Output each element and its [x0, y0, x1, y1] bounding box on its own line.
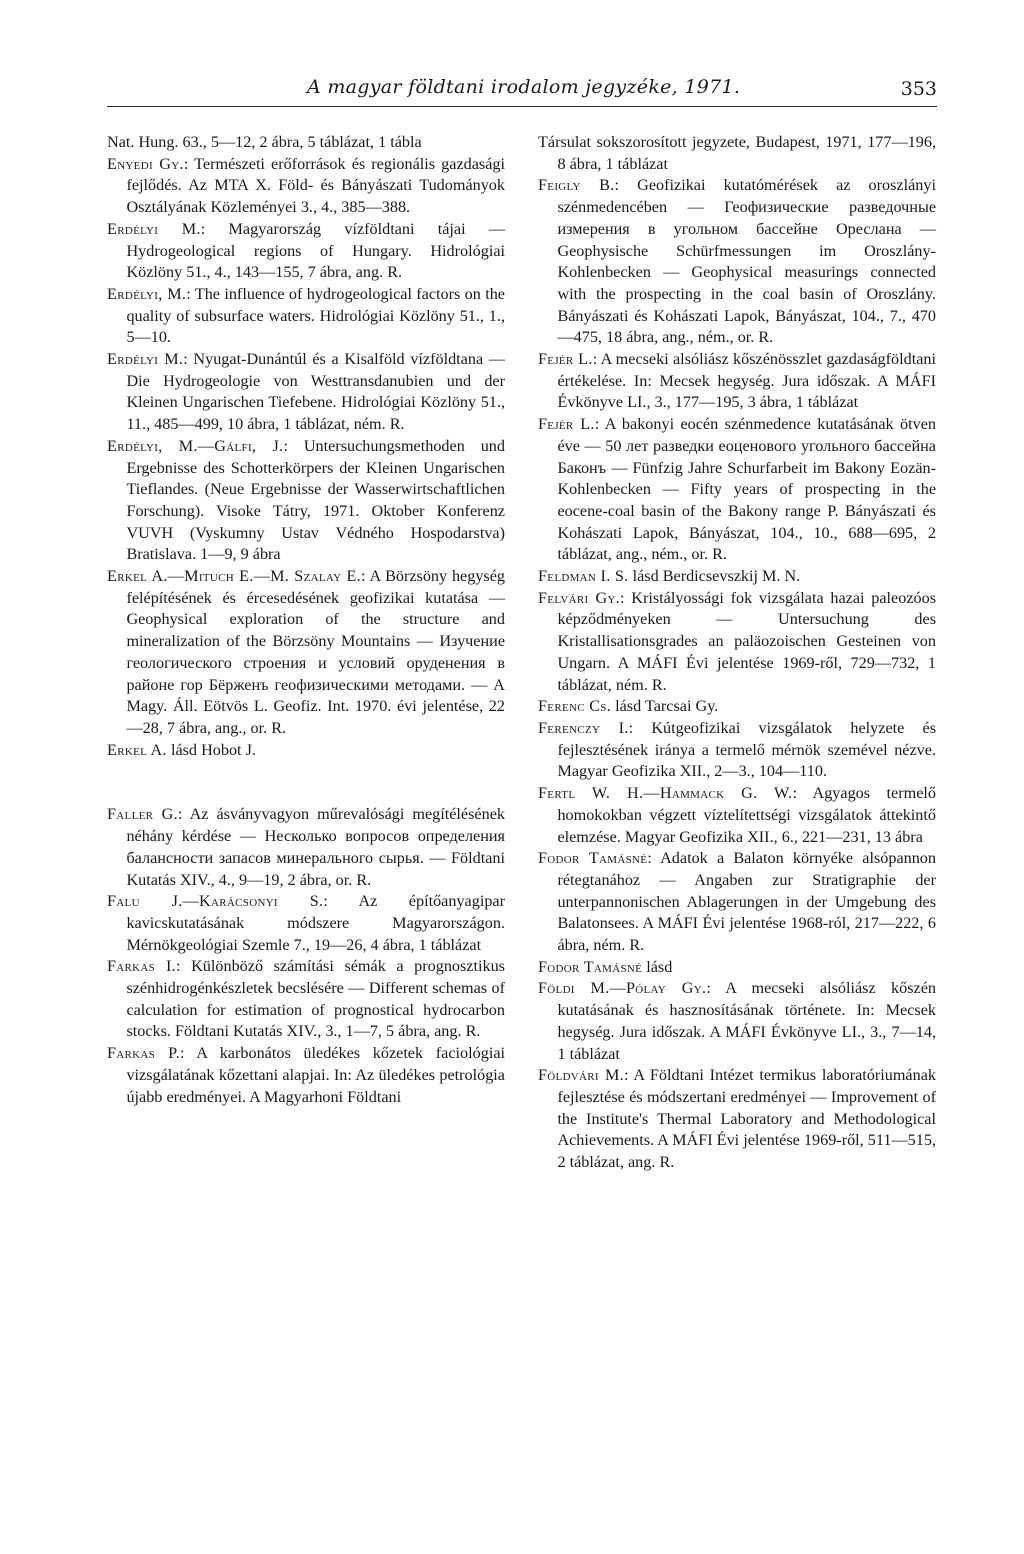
entry-text: : A Földtani Intézet termikus laboratóriumának fejlesztése és módszertani eredményei — Improvement of the Institute's Thermal Laboratory and Methodological Achievements. A MÁFI Évi jelentése 1969-ről, 511—515, 2 táblázat, ang. R.: [557, 1066, 936, 1172]
bibliography-entry: [107, 154, 505, 219]
entry-author: Faller G.: [107, 805, 178, 824]
entry-text: : A mecseki alsóliász kőszén kutatásának és hasznosításának története. In: Mecsek hegység. Jura időszak. A MÁFI Évkönyve LI., 3., 7—14, 1 táblázat: [557, 979, 936, 1063]
bibliography-entry: [538, 978, 936, 1065]
entry-author: Ferenczy I.: [538, 718, 629, 737]
entry-author: Feldman I. S.: [538, 567, 629, 586]
entry-author: Enyedi Gy.: [107, 154, 184, 173]
bibliography-entry: [538, 349, 936, 414]
entry-text: : Untersuchungsmethoden und Ergebnisse des Schotterkörpers der Kleinen Ungarischen Tieflandes. (Neue Ergebnisse der Wasserwirtschaftlichen Forschung). Visoke Tátry, 1971. Oktober Konferenz VUVH (Vyskumny Ustav Védného Hospodarstva) Bratislava. 1—9, 9 ábra: [126, 436, 505, 564]
bibliography-entry: [538, 848, 936, 957]
entry-text: : A karbonátos üledékes kőzetek faciológiai vizsgálatának kőzettani alapjai. In: Az üledékes petrológia újabb eredményei. A Magyarhoni Földtani: [126, 1044, 505, 1106]
entry-text: : Nyugat-Dunántúl és a Kisalföld vízföldtana — Die Hydrogeologie von Westtransdanubien und der Kleinen Ungarischen Tiefebene. Hidrológiai Közlöny 51., 11., 485—499, 10 ábra, 1 táblázat, ném. R.: [126, 350, 505, 434]
entry-author: Fertl W. H.—Hammack G. W.: [538, 784, 793, 803]
entry-text: : Kristályossági fok vizsgálata hazai paleozóos képződményeken — Untersuchung des Kristallisationsgrades an paläozoischen Gesteinen von Ungarn. A MÁFI Évi jelentése 1969-ről, 729—732, 1 táblázat, ném. R.: [557, 588, 936, 694]
bibliography-entry: [107, 284, 505, 349]
entry-author: Falu J.—Karácsonyi S.: [107, 892, 324, 911]
bibliography-entry: [538, 718, 936, 783]
bibliography-entry: [107, 219, 505, 284]
entry-author: Fejér L.: [538, 415, 595, 434]
entry-author: Erkel A.: [107, 740, 167, 759]
bibliography-entry: [107, 132, 505, 154]
bibliography-entry: [538, 696, 936, 718]
entry-author: Felvári Gy.: [538, 588, 621, 607]
bibliography-entry: [538, 1065, 936, 1174]
left-column: [107, 132, 505, 1108]
entry-text: Nat. Hung. 63., 5—12, 2 ábra, 5 táblázat, 1 tábla: [107, 133, 422, 151]
entry-author: Farkas P.: [107, 1044, 180, 1063]
right-column: [538, 132, 936, 1174]
bibliography-entry: [538, 414, 936, 566]
page-number: 353: [900, 78, 937, 100]
entry-author: Földi M.—Pólay Gy.: [538, 979, 707, 998]
bibliography-entry: [107, 956, 505, 1043]
bibliography-entry: [538, 957, 936, 979]
entry-author: Ferenc Cs.: [538, 697, 612, 716]
entry-text: : A Börzsöny hegység felépítésének és ércesedésének geofizikai kutatása — Geophysical exploration of the structure and mineralization of the Börzsöny Mountains — Изучение геологического строения и условий оруденения в районе гор Бёрженъ геофизическими методами. — A Magy. Áll. Eötvös L. Geofiz. Int. 1970. évi jelentése, 22—28, 7 ábra, ang., or. R.: [126, 567, 505, 737]
entry-author: Fodor Tamásné: [538, 849, 648, 868]
bibliography-entry: [538, 566, 936, 588]
entry-text: : Az építőanyagipar kavicskutatásának módszere Magyarországon. Mérnökgeológiai Szemle 7., 19—26, 4 ábra, 1 táblázat: [126, 892, 505, 954]
entry-author: Fejér L.: [538, 350, 593, 369]
entry-text: : Természeti erőforrások és regionális gazdasági fejlődés. Az MTA X. Föld- és Bányászati Tudományok Osztályának Közleményei 3., 4., 385—388.: [126, 154, 505, 217]
entry-author: Erdélyi, M.: [107, 284, 187, 303]
entry-author: Erdélyi M.: [107, 219, 201, 238]
entry-text: : Az ásványvagyon műrevalósági megítélésének néhány kérdése — Несколько вопросов определения балансности запасов минерального сырья. — Földtani Kutatás XIV., 4., 9—19, 2 ábra, or. R.: [126, 805, 505, 889]
entry-text: : Kútgeofizikai vizsgálatok helyzete és fejlesztésének iránya a termelő mérnök szemével nézve. Magyar Geofizika XII., 2—3., 104—110.: [557, 718, 936, 781]
entry-author: Feigly B.: [538, 176, 615, 195]
journal-title: A magyar földtani irodalom jegyzéke, 1971.: [307, 76, 741, 98]
entry-text: Társulat sokszorosított jegyzete, Budapest, 1971, 177—196, 8 ábra, 1 táblázat: [538, 133, 936, 173]
bibliography-entry: [538, 783, 936, 848]
entry-text: lásd Berdicsevszkij M. N.: [628, 567, 801, 586]
entry-text: lásd Tarcsai Gy.: [611, 697, 719, 716]
entry-author: Erkel A.—Mituch E.—M. Szalay E.: [107, 567, 362, 586]
bibliography-entry: [538, 175, 936, 349]
bibliography-entry: [107, 436, 505, 566]
bibliography-entry: [107, 349, 505, 436]
entry-author: Erdélyi M.: [107, 350, 184, 369]
entry-text: : Agyagos termelő homokokban végzett víztelítettségi vizsgálatok áttekintő elemzése. Magyar Geofizika XII., 6., 221—231, 13 ábra: [557, 784, 936, 846]
entry-author: Földvári M.: [538, 1066, 624, 1085]
entry-author: Erdélyi, M.—Gálfi, J.: [107, 436, 284, 455]
entry-author: Fodor Tamásné: [538, 957, 643, 976]
bibliography-entry: [538, 132, 936, 175]
entry-text: : Geofizikai kutatómérések az oroszlányi szénmedencében — Геофизические разведочные измерения в угольном бассейне Ореслана — Geophysische Schürfmessungen im Oroszlány-Kohlenbecken — Geophysical measurings connected with the prospecting in the coal basin of Oroszlány. Bányászati és Kohászati Lapok, Bányászat, 104., 7., 470—475, 18 ábra, ang., ném., or. R.: [557, 176, 936, 347]
entry-text: : Különböző számítási sémák a prognosztikus szénhidrogénkészletek becslésére — Different schemas of calculation for estimation of prognostical hydrocarbon stocks. Földtani Kutatás XIV., 3., 1—7, 5 ábra, ang. R.: [126, 957, 505, 1041]
entry-author: Farkas I.: [107, 957, 177, 976]
entry-text: lásd: [642, 957, 673, 976]
bibliography-entry: [107, 740, 505, 762]
entry-text: : The influence of hydrogeological factors on the quality of subsurface waters. Hidrológiai Közlöny 51., 1., 5—10.: [126, 284, 505, 347]
bibliography-entry: [107, 891, 505, 956]
entry-text: : A mecseki alsóliász kőszénösszlet gazdaságföldtani értékelése. In: Mecsek hegység. Jura időszak. A MÁFI Évkönyve LI., 3., 177—195, 3 ábra, 1 táblázat: [557, 350, 936, 412]
entry-text: lásd Hobot J.: [166, 740, 256, 759]
running-header: [107, 72, 937, 107]
entry-text: : Adatok a Balaton környéke alsópannon rétegtanához — Angaben zur Stratigraphie der unterpannonischen Ablagerungen in der Umgebung des Balatonsees. A MÁFI Évi jelentése 1968-ról, 217—222, 6 ábra, ném. R.: [557, 849, 936, 955]
bibliography-entry: [107, 1043, 505, 1108]
bibliography-entry: [107, 566, 505, 740]
bibliography-entry: [107, 804, 505, 891]
entry-text: : Magyarország vízföldtani tájai — Hydrogeological regions of Hungary. Hidrológiai Közlöny 51., 4., 143—155, 7 ábra, ang. R.: [126, 219, 505, 282]
bibliography-entry: [538, 588, 936, 697]
entry-text: : A bakonyi eocén szénmedence kutatásának ötven éve — 50 лет разведки еоценового угольного бассейна Баконъ — Fünfzig Jahre Schurfarbeit im Bakony Eozän-Kohlenbecken — Fifty years of prospecting in the eocene-coal basin of the Bakony range P. Bányászati és Kohászati Lapok, Bányászat, 104., 10., 688—695, 2 táblázat, ang., ném., or. R.: [557, 415, 936, 564]
